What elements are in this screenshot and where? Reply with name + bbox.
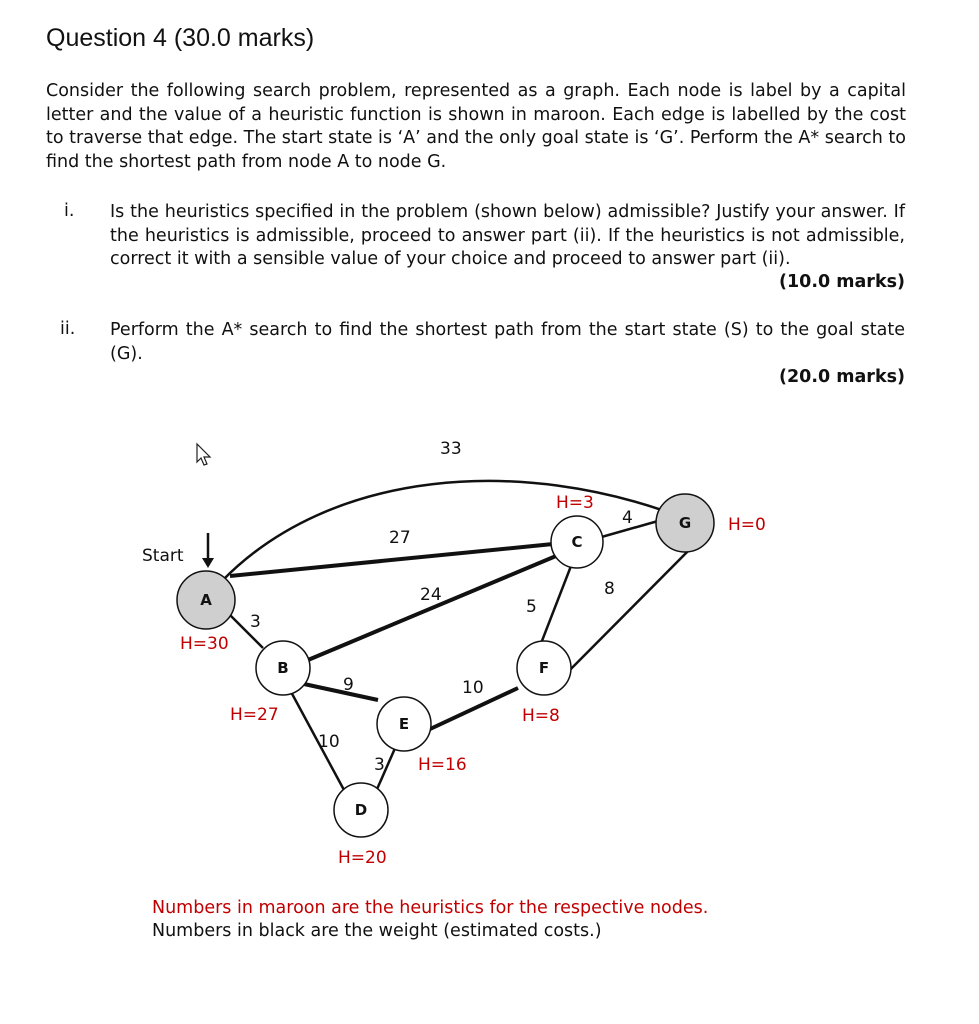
node-b-heuristic: H=27	[230, 705, 279, 725]
node-f	[517, 641, 571, 695]
node-d	[334, 783, 388, 837]
node-a-heuristic: H=30	[180, 634, 229, 654]
edge-a-c	[230, 544, 553, 576]
node-g-heuristic: H=0	[728, 515, 766, 535]
node-a-label: A	[200, 591, 212, 609]
node-e-heuristic: H=16	[418, 755, 467, 775]
node-b	[256, 641, 310, 695]
edge-a-b-cost: 3	[250, 612, 261, 632]
part-ii-number: ii.	[60, 319, 76, 339]
legend-heuristic-note: Numbers in maroon are the heuristics for the respective nodes.	[152, 898, 709, 918]
node-c-label: C	[571, 533, 583, 551]
node-b-label: B	[277, 659, 289, 677]
edge-d-e-cost: 3	[374, 755, 385, 775]
start-arrow-head-icon	[202, 558, 214, 568]
edge-c-f	[540, 566, 571, 646]
part-i-marks: (10.0 marks)	[779, 272, 905, 292]
node-c-heuristic: H=3	[556, 493, 594, 513]
part-ii-marks: (20.0 marks)	[779, 367, 905, 387]
part-ii-text: Perform the A* search to find the shortest path from the start state (S) to the goal state (G).	[110, 320, 905, 364]
edge-a-g	[222, 481, 684, 581]
start-label: Start	[142, 546, 184, 566]
part-i-number: i.	[64, 201, 75, 221]
cursor-icon	[197, 444, 210, 465]
edge-b-c-cost: 24	[420, 585, 442, 605]
edge-b-e	[304, 684, 378, 700]
edge-b-d-cost: 10	[318, 732, 340, 752]
part-i-text: Is the heuristics specified in the problem (shown below) admissible? Justify your answer. If the heuristics is admissible, proceed to answer part (ii). If the heuristics is not admissible, correct it with a sensible value of your choice and proceed to answer part (ii).	[110, 202, 905, 269]
edge-b-c	[308, 556, 556, 660]
node-f-heuristic: H=8	[522, 706, 560, 726]
edge-a-c-cost: 27	[389, 528, 411, 548]
node-e	[377, 697, 431, 751]
legend-weight-note: Numbers in black are the weight (estimated costs.)	[152, 921, 602, 941]
legend	[152, 897, 708, 943]
node-g	[656, 494, 714, 552]
node-d-heuristic: H=20	[338, 848, 387, 868]
node-c	[551, 516, 603, 568]
intro-paragraph: Consider the following search problem, represented as a graph. Each node is label by a capital letter and the value of a heuristic function is shown in maroon. Each edge is labelled by the cost to traverse that edge. The start state is ‘A’ and the only goal state is ‘G’. Perform the A* search to find the shortest path from node A to node G.	[46, 81, 906, 172]
question-title: Question 4 (30.0 marks)	[46, 24, 315, 52]
edge-f-g-cost: 8	[604, 579, 615, 599]
edge-a-g-cost: 33	[440, 439, 462, 459]
node-g-label: G	[678, 514, 692, 532]
edge-b-e-cost: 9	[343, 675, 354, 695]
edge-e-f-cost: 10	[462, 678, 484, 698]
node-d-label: D	[354, 801, 368, 819]
node-e-label: E	[398, 715, 410, 733]
node-a	[177, 571, 235, 629]
node-f-label: F	[538, 659, 550, 677]
edge-c-f-cost: 5	[526, 597, 537, 617]
edge-c-g-cost: 4	[622, 508, 633, 528]
